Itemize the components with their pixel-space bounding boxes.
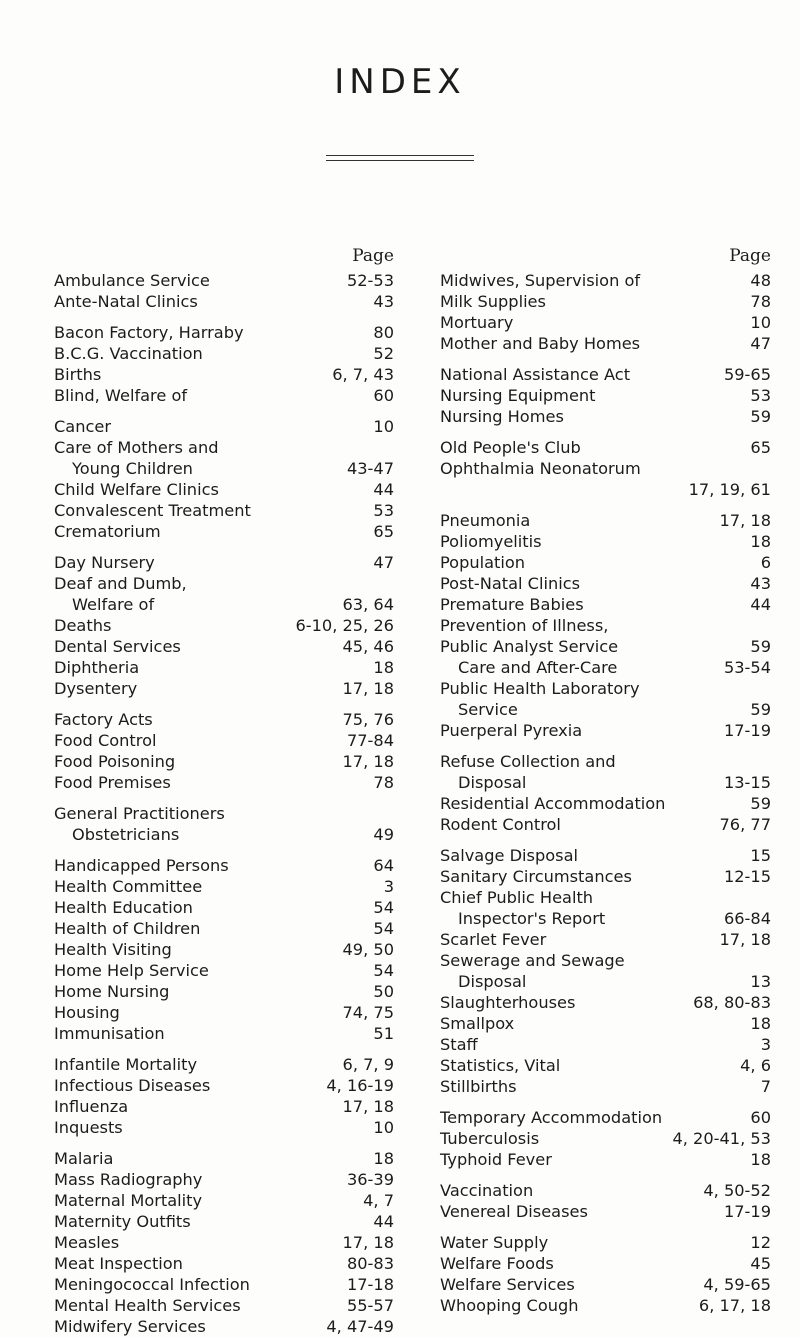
index-entry-pages: 4, 47-49: [326, 1317, 394, 1336]
index-entry: [440, 1034, 771, 1055]
index-entry: [440, 678, 771, 699]
index-entry-pages: 53: [750, 386, 771, 405]
index-entry-pages: 52: [373, 344, 394, 363]
index-entry: [54, 678, 394, 699]
index-entry-pages: 18: [373, 658, 394, 677]
index-entry: [440, 615, 771, 636]
index-entry-pages: 52-53: [346, 271, 394, 290]
index-entry: [54, 939, 394, 960]
index-entry-pages: 55-57: [346, 1296, 394, 1315]
index-entry: [54, 1096, 394, 1117]
index-entry: [440, 573, 771, 594]
index-entry-pages: 17, 18: [342, 1097, 394, 1116]
index-entry-term: Sewerage and Sewage: [440, 951, 625, 970]
index-entry-pages: 17, 18: [342, 752, 394, 771]
page-column-heading: Page: [729, 246, 771, 266]
index-entry-term: Blind, Welfare of: [54, 386, 188, 405]
index-entry: [54, 897, 394, 918]
index-entry-term: Refuse Collection and: [440, 752, 616, 771]
index-entry-term: Care of Mothers and: [54, 438, 219, 457]
index-entry-pages: 17-19: [723, 1202, 771, 1221]
index-entry-term: Public Health Laboratory: [440, 679, 640, 698]
index-entry-term: Measles: [54, 1233, 120, 1252]
index-entry-pages: 6, 17, 18: [698, 1296, 771, 1315]
index-entry: [440, 720, 771, 741]
index-entry: [54, 343, 394, 364]
index-entry-pages: 64: [373, 856, 394, 875]
index-entry: [440, 333, 771, 354]
index-entry-pages: 10: [373, 417, 394, 436]
index-entry-pages: 6-10, 25, 26: [295, 616, 394, 635]
index-entry: [54, 500, 394, 521]
index-entry: [54, 981, 394, 1002]
index-entry-pages: 60: [750, 1108, 771, 1127]
index-entry-term: Health of Children: [54, 919, 201, 938]
index-entry-term: Malaria: [54, 1149, 114, 1168]
index-entry-pages: 3: [383, 877, 394, 896]
index-entry: [440, 552, 771, 573]
index-entry-pages: 78: [373, 773, 394, 792]
index-entry-term: Temporary Accommodation: [440, 1108, 663, 1127]
index-entry: [54, 437, 394, 458]
index-entry-pages: 7: [760, 1077, 771, 1096]
index-entry: [440, 291, 771, 312]
index-entry-term: Typhoid Fever: [440, 1150, 552, 1169]
index-entry-pages: 17-18: [346, 1275, 394, 1294]
index-entry-term: B.C.G. Vaccination: [54, 344, 203, 363]
index-entry-term: Inquests: [54, 1118, 123, 1137]
index-entry-pages: 36-39: [346, 1170, 394, 1189]
index-entry-term: Tuberculosis: [440, 1129, 540, 1148]
index-entry: [54, 636, 394, 657]
index-entry-pages: 17, 18: [719, 511, 771, 530]
index-entry-term: Deaf and Dumb,: [54, 574, 187, 593]
index-entry-term: Home Nursing: [54, 982, 170, 1001]
index-entry: [54, 876, 394, 897]
index-entry-term: Chief Public Health: [440, 888, 594, 907]
index-entry: [54, 657, 394, 678]
index-entry: [440, 406, 771, 427]
index-entry-pages: 65: [373, 522, 394, 541]
index-entry-term: Dental Services: [54, 637, 181, 656]
index-entry-term: Convalescent Treatment: [54, 501, 251, 520]
index-entry-pages: 4, 50-52: [703, 1181, 771, 1200]
index-entry-pages: 43: [750, 574, 771, 593]
index-entry: [54, 772, 394, 793]
index-entry-pages: 13-15: [723, 773, 771, 792]
index-entry: [54, 1190, 394, 1211]
index-entry-term: Infantile Mortality: [54, 1055, 198, 1074]
index-entry: [440, 699, 771, 720]
index-entry-pages: 12-15: [723, 867, 771, 886]
index-entry-pages: 60: [373, 386, 394, 405]
index-entry-term: Food Premises: [54, 773, 171, 792]
index-entry-pages: 59: [750, 700, 771, 719]
index-entry: [440, 814, 771, 835]
index-entry-term: Premature Babies: [440, 595, 584, 614]
index-entry-term: Pneumonia: [440, 511, 531, 530]
index-entry-term: General Practitioners: [54, 804, 225, 823]
index-entry: [54, 1169, 394, 1190]
index-entry-term: Handicapped Persons: [54, 856, 229, 875]
index-entry-pages: 45: [750, 1254, 771, 1273]
index-entry-term: Housing: [54, 1003, 120, 1022]
index-entry-term: Deaths: [54, 616, 112, 635]
index-entry: [440, 364, 771, 385]
index-entry-term: Inspector's Report: [458, 909, 606, 928]
index-entry-pages: 47: [373, 553, 394, 572]
index-entry-term: Births: [54, 365, 102, 384]
index-entry: [440, 887, 771, 908]
index-entry-term: Mass Radiography: [54, 1170, 203, 1189]
index-entry-pages: 68, 80-83: [693, 993, 771, 1012]
index-entry-pages: 10: [750, 313, 771, 332]
index-entry-term: Welfare Foods: [440, 1254, 554, 1273]
index-entry: [440, 1128, 771, 1149]
index-entry-term: Staff: [440, 1035, 478, 1054]
index-entry: [54, 855, 394, 876]
index-entry: [54, 709, 394, 730]
index-entry-pages: 6: [760, 553, 771, 572]
index-entry: [54, 521, 394, 542]
page-column-heading: Page: [352, 246, 394, 266]
index-entry-term: Ophthalmia Neonatorum: [440, 459, 641, 478]
index-entry: [54, 270, 394, 291]
index-entry-pages: 4, 16-19: [326, 1076, 394, 1095]
index-entry-pages: 4, 59-65: [703, 1275, 771, 1294]
index-entry-term: Smallpox: [440, 1014, 515, 1033]
index-entry: [54, 1295, 394, 1316]
index-entry: [440, 1201, 771, 1222]
index-entry: [440, 751, 771, 772]
index-entry-pages: 45, 46: [342, 637, 394, 656]
index-entry: [54, 458, 394, 479]
index-entry: [54, 552, 394, 573]
index-entry: [54, 1002, 394, 1023]
title-rule-bottom: [326, 160, 474, 161]
index-entry-term: Slaughterhouses: [440, 993, 576, 1012]
index-entry: [440, 531, 771, 552]
index-entry-term: Ambulance Service: [54, 271, 210, 290]
index-entry-term: Welfare Services: [440, 1275, 575, 1294]
index-entry-pages: 17, 18: [719, 930, 771, 949]
index-entry-term: Immunisation: [54, 1024, 165, 1043]
index-entry: [54, 1023, 394, 1044]
index-entries-right: [440, 270, 771, 1316]
index-entry-term: Rodent Control: [440, 815, 561, 834]
index-entry: [440, 458, 771, 479]
index-entry-pages: 78: [750, 292, 771, 311]
index-entry: [440, 866, 771, 887]
index-entry: [440, 908, 771, 929]
index-entry: [54, 322, 394, 343]
index-entry: [54, 594, 394, 615]
index-entry: [440, 1274, 771, 1295]
index-entry-pages: 43: [373, 292, 394, 311]
index-entry: [54, 1316, 394, 1337]
index-entry: [440, 437, 771, 458]
index-entry-term: Welfare of: [72, 595, 155, 614]
index-entry-term: Care and After-Care: [458, 658, 618, 677]
index-entry-pages: 15: [750, 846, 771, 865]
index-entry: [54, 824, 394, 845]
index-entry: [440, 929, 771, 950]
index-entry-term: Midwives, Supervision of: [440, 271, 641, 290]
index-entry-pages: 12: [750, 1233, 771, 1252]
index-entry: [54, 416, 394, 437]
index-entry-term: Obstetricians: [72, 825, 180, 844]
index-entry-pages: 6, 7, 9: [342, 1055, 394, 1074]
index-entry-term: Bacon Factory, Harraby: [54, 323, 244, 342]
index-entry: [440, 479, 771, 500]
index-entry: [440, 971, 771, 992]
index-entry-term: Vaccination: [440, 1181, 534, 1200]
index-entry-pages: 13: [750, 972, 771, 991]
index-entry-term: Milk Supplies: [440, 292, 546, 311]
index-entry: [440, 1232, 771, 1253]
index-entry-term: Mother and Baby Homes: [440, 334, 641, 353]
index-entry-term: Post-Natal Clinics: [440, 574, 581, 593]
index-entry: [54, 1274, 394, 1295]
index-entry-pages: 50: [373, 982, 394, 1001]
index-entry-term: Water Supply: [440, 1233, 549, 1252]
index-entry-term: Maternity Outfits: [54, 1212, 191, 1231]
index-entry: [440, 312, 771, 333]
index-entry-term: Mental Health Services: [54, 1296, 241, 1315]
index-entry-term: Nursing Homes: [440, 407, 564, 426]
index-entries-left: [54, 270, 394, 1337]
index-entry: [54, 291, 394, 312]
index-entry-pages: 18: [750, 1014, 771, 1033]
index-entry-pages: 80-83: [346, 1254, 394, 1273]
index-entry: [440, 1107, 771, 1128]
index-entry-pages: 53: [373, 501, 394, 520]
index-entry: [54, 1117, 394, 1138]
index-entry-term: Salvage Disposal: [440, 846, 578, 865]
index-entry-term: Home Help Service: [54, 961, 209, 980]
index-entry-pages: 17, 18: [342, 679, 394, 698]
index-entry-pages: 51: [373, 1024, 394, 1043]
index-entry-term: Service: [458, 700, 518, 719]
index-entry-term: Health Committee: [54, 877, 203, 896]
index-entry-term: Maternal Mortality: [54, 1191, 203, 1210]
index-entry-term: Young Children: [72, 459, 193, 478]
index-entry: [440, 510, 771, 531]
index-entry: [440, 845, 771, 866]
index-entry: [54, 479, 394, 500]
index-entry: [54, 751, 394, 772]
index-entry-pages: 17, 19, 61: [688, 480, 771, 499]
index-entry-pages: 18: [750, 532, 771, 551]
index-entry-term: Midwifery Services: [54, 1317, 206, 1336]
index-entry-term: Old People's Club: [440, 438, 581, 457]
index-entry-term: Stillbirths: [440, 1077, 517, 1096]
index-entry: [440, 657, 771, 678]
index-entry-term: Public Analyst Service: [440, 637, 619, 656]
index-entry-pages: 47: [750, 334, 771, 353]
index-entry: [54, 803, 394, 824]
index-entry-term: Meningococcal Infection: [54, 1275, 250, 1294]
index-entry-term: Disposal: [458, 972, 527, 991]
index-entry-term: Residential Accommodation: [440, 794, 666, 813]
index-entry-pages: 59: [750, 794, 771, 813]
index-entry-pages: 6, 7, 43: [332, 365, 394, 384]
index-entry-term: Factory Acts: [54, 710, 153, 729]
index-entry-pages: 4, 6: [740, 1056, 771, 1075]
index-entry-pages: 4, 7: [363, 1191, 394, 1210]
index-entry: [440, 772, 771, 793]
index-entry-term: Cancer: [54, 417, 111, 436]
index-entry-pages: 77-84: [346, 731, 394, 750]
index-entry-term: Nursing Equipment: [440, 386, 596, 405]
index-entry: [440, 385, 771, 406]
index-entry-pages: 54: [373, 961, 394, 980]
index-entry-term: Whooping Cough: [440, 1296, 579, 1315]
index-entry: [440, 1295, 771, 1316]
index-entry-pages: 65: [750, 438, 771, 457]
index-entry-pages: 44: [373, 1212, 394, 1231]
index-entry-term: Dysentery: [54, 679, 138, 698]
index-entry-pages: 54: [373, 898, 394, 917]
index-entry-pages: 4, 20-41, 53: [672, 1129, 771, 1148]
index-entry-pages: 18: [373, 1149, 394, 1168]
index-entry-term: Health Education: [54, 898, 193, 917]
title-rule-top: [326, 155, 474, 156]
index-entry-term: Population: [440, 553, 526, 572]
index-entry-pages: 49: [373, 825, 394, 844]
index-entry-term: Sanitary Circumstances: [440, 867, 632, 886]
index-entry-pages: 80: [373, 323, 394, 342]
index-entry-pages: 63, 64: [342, 595, 394, 614]
index-entry-pages: 17, 18: [342, 1233, 394, 1252]
index-entry-term: Poliomyelitis: [440, 532, 542, 551]
index-entry-term: Child Welfare Clinics: [54, 480, 219, 499]
index-entry: [54, 1211, 394, 1232]
index-entry-pages: 44: [750, 595, 771, 614]
index-entry: [440, 793, 771, 814]
index-entry-pages: 17-19: [723, 721, 771, 740]
index-entry-pages: 44: [373, 480, 394, 499]
index-entry: [54, 960, 394, 981]
index-entry-pages: 48: [750, 271, 771, 290]
index-entry: [54, 615, 394, 636]
index-entry-term: Diphtheria: [54, 658, 140, 677]
index-entry-pages: 75, 76: [342, 710, 394, 729]
index-entry-term: Food Control: [54, 731, 157, 750]
index-entry: [440, 950, 771, 971]
index-entry-term: Influenza: [54, 1097, 129, 1116]
index-entry: [440, 636, 771, 657]
index-entry-pages: 76, 77: [719, 815, 771, 834]
index-entry: [54, 918, 394, 939]
index-entry: [440, 1055, 771, 1076]
index-entry-term: Statistics, Vital: [440, 1056, 561, 1075]
index-entry: [54, 730, 394, 751]
index-entry-term: Scarlet Fever: [440, 930, 547, 949]
index-entry: [54, 385, 394, 406]
index-entry-term: Meat Inspection: [54, 1254, 183, 1273]
index-entry-pages: 3: [760, 1035, 771, 1054]
index-entry: [440, 1180, 771, 1201]
index-entry-term: Ante-Natal Clinics: [54, 292, 198, 311]
index-entry-pages: 66-84: [723, 909, 771, 928]
index-entry: [440, 1149, 771, 1170]
index-entry-term: Mortuary: [440, 313, 514, 332]
index-entry-pages: 10: [373, 1118, 394, 1137]
index-entry-term: Crematorium: [54, 522, 161, 541]
index-entry: [54, 1148, 394, 1169]
index-entry: [54, 1232, 394, 1253]
index-entry: [440, 594, 771, 615]
index-entry: [440, 1013, 771, 1034]
index-entry-pages: 74, 75: [342, 1003, 394, 1022]
index-entry-term: Puerperal Pyrexia: [440, 721, 583, 740]
index-entry: [54, 573, 394, 594]
page-title: INDEX: [334, 62, 466, 102]
index-entry: [54, 364, 394, 385]
index-entry: [440, 1076, 771, 1097]
index-entry-pages: 59: [750, 407, 771, 426]
index-entry-term: Infectious Diseases: [54, 1076, 211, 1095]
index-entry: [54, 1075, 394, 1096]
index-entry-term: Health Visiting: [54, 940, 172, 959]
index-entry-pages: 59-65: [723, 365, 771, 384]
index-entry-term: Day Nursery: [54, 553, 155, 572]
index-entry-pages: 43-47: [346, 459, 394, 478]
index-entry-pages: 18: [750, 1150, 771, 1169]
index-entry-term: Venereal Diseases: [440, 1202, 588, 1221]
index-entry-term: National Assistance Act: [440, 365, 631, 384]
index-entry-term: Food Poisoning: [54, 752, 176, 771]
index-entry-pages: 53-54: [723, 658, 771, 677]
index-entry-term: Disposal: [458, 773, 527, 792]
index-entry: [440, 1253, 771, 1274]
index-entry-pages: 59: [750, 637, 771, 656]
index-entry-term: Prevention of Illness,: [440, 616, 609, 635]
index-entry: [54, 1253, 394, 1274]
index-entry: [440, 270, 771, 291]
index-entry-pages: 54: [373, 919, 394, 938]
index-entry-pages: 49, 50: [342, 940, 394, 959]
index-entry: [440, 992, 771, 1013]
index-entry: [54, 1054, 394, 1075]
